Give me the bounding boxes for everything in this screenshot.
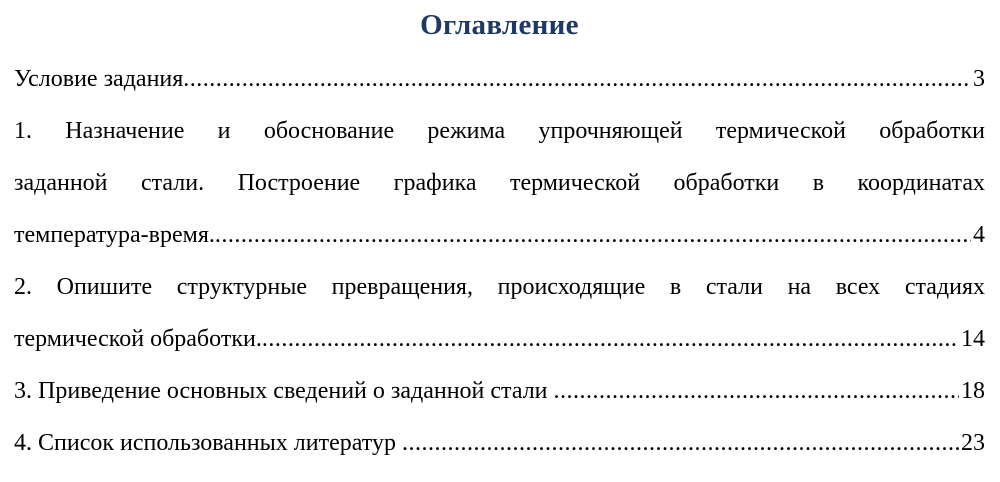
toc-entry-section-1[interactable] xyxy=(14,105,985,261)
toc-line xyxy=(14,313,985,365)
toc-entry-text-line: термической обработки. xyxy=(14,326,262,352)
dot-leader xyxy=(402,417,959,469)
toc-entry-section-3[interactable] xyxy=(14,365,985,417)
toc-line xyxy=(14,417,985,469)
toc-entry-text-line: заданной стали. Построение графика термической обработки в координатах xyxy=(14,170,985,196)
toc-entry-conditions[interactable] xyxy=(14,53,985,105)
toc-entry-text-line: 1. Назначение и обоснование режима упрочняющей термической обработки xyxy=(14,118,985,144)
dot-leader xyxy=(262,313,959,365)
toc-entry-section-4[interactable] xyxy=(14,417,985,469)
dot-leader xyxy=(215,209,971,261)
dot-leader xyxy=(554,365,959,417)
toc-entry-text: 4. Список использованных литератур xyxy=(14,430,402,456)
toc-line xyxy=(14,365,985,417)
toc-page-number: 18 xyxy=(961,378,985,404)
toc-page-number: 3 xyxy=(973,66,985,92)
toc-entry-text-line: температура-время. xyxy=(14,222,215,248)
toc-entry-section-2[interactable] xyxy=(14,261,985,365)
toc-page-number: 14 xyxy=(961,326,985,352)
toc-page-number: 4 xyxy=(973,222,985,248)
toc-entry-text: 3. Приведение основных сведений о заданной стали xyxy=(14,378,554,404)
toc-title: Оглавление xyxy=(420,9,579,41)
dot-leader xyxy=(183,53,971,105)
toc-entry-text-line: 2. Опишите структурные превращения, происходящие в стали на всех стадиях xyxy=(14,274,985,300)
toc-line xyxy=(14,209,985,261)
toc-entry-text: Условие задания xyxy=(14,66,184,92)
toc-list xyxy=(14,53,985,469)
toc-page-number: 23 xyxy=(961,430,985,456)
toc-line xyxy=(14,53,985,105)
